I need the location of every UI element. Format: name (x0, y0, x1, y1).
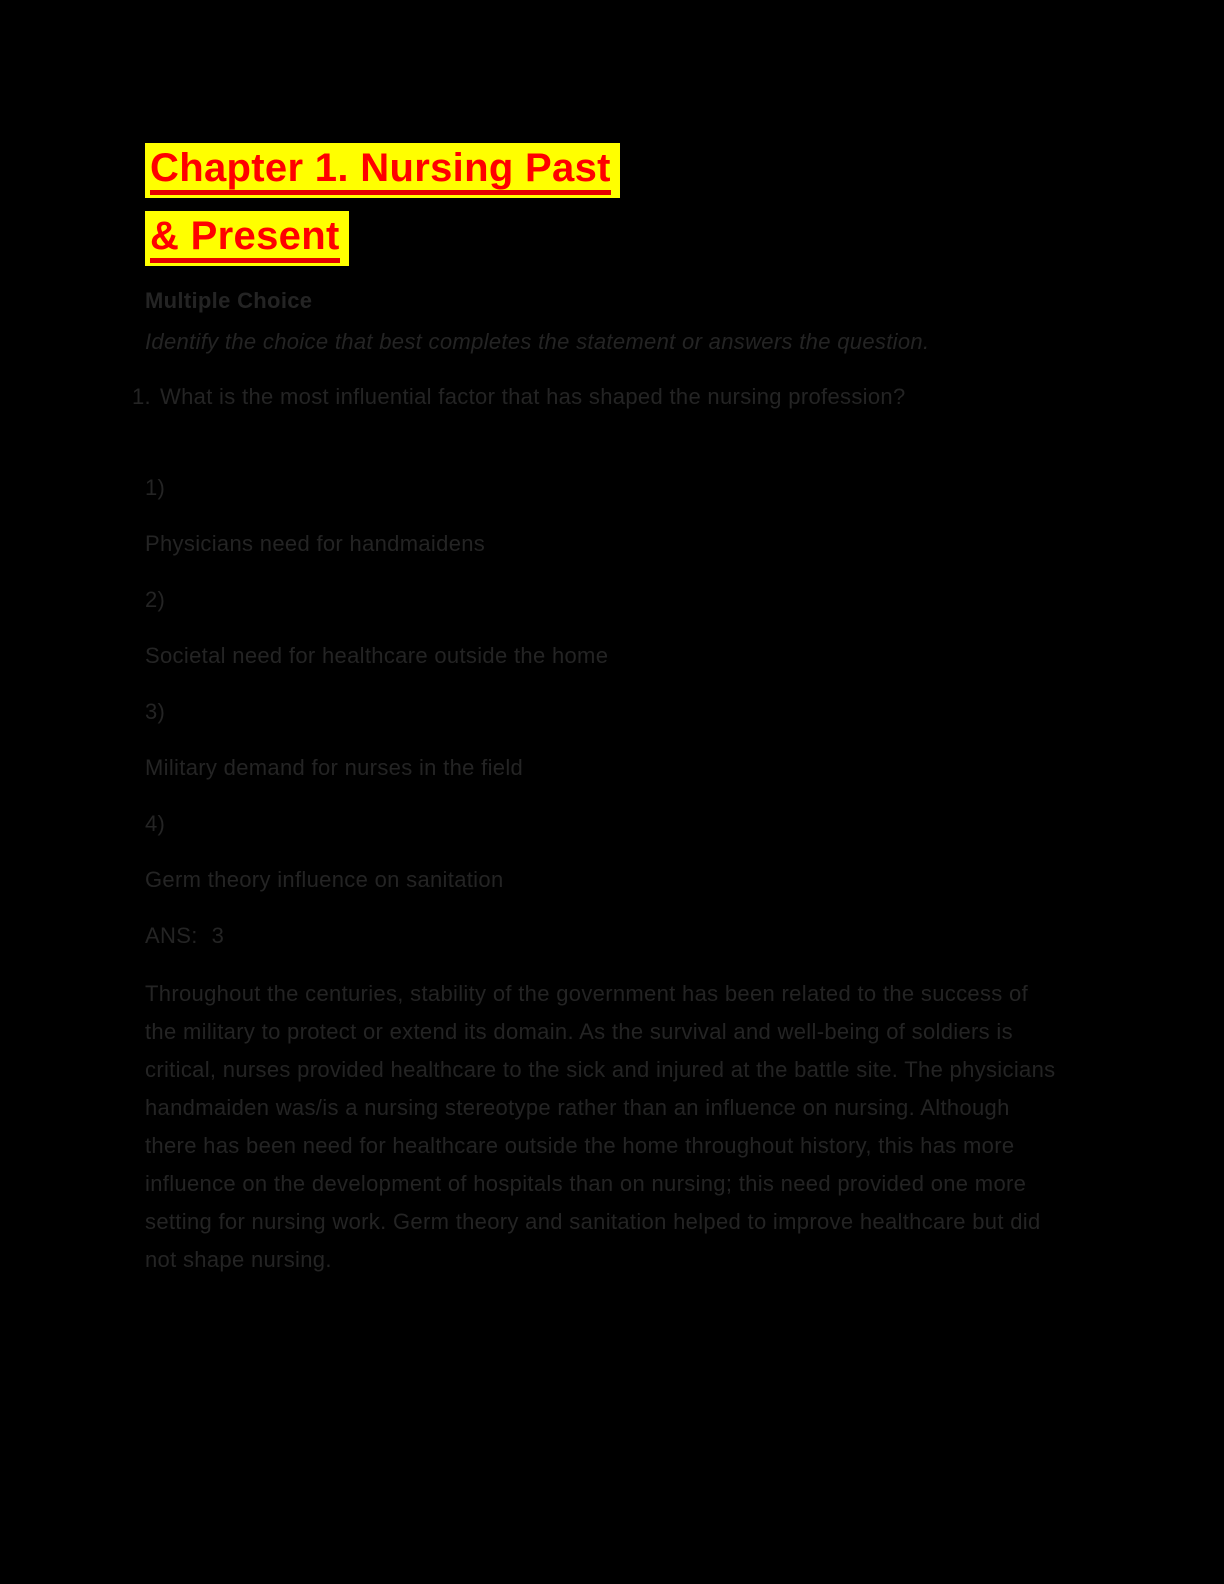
chapter-title-row-1 (145, 143, 620, 198)
section-instruction: Identify the choice that best completes the statement or answers the question. (145, 329, 930, 354)
option-label: 3) (145, 699, 166, 724)
option-label: 2) (145, 587, 166, 612)
chapter-title-highlight-1 (145, 143, 620, 198)
option-label: 4) (145, 811, 166, 836)
question-number: 1. (132, 384, 151, 409)
option-label: 1) (145, 475, 166, 500)
option-text: Physicians need for handmaidens (145, 531, 486, 556)
chapter-title-line2: & Present (150, 216, 340, 263)
option-text: Societal need for healthcare outside the home (145, 643, 609, 668)
answer-value: 3 (211, 923, 225, 948)
answer-options-list (145, 469, 1025, 973)
chapter-title-line1: Chapter 1. Nursing Past (150, 148, 611, 195)
answer-label: ANS: (145, 923, 198, 948)
chapter-title (145, 143, 620, 279)
option-text: Military demand for nurses in the field (145, 755, 524, 780)
answer-rationale: Throughout the centuries, stability of the government has been related to the success of the military to protect or extend its domain. As the survival and well-being of soldiers is critical, nurses provided healthcare to the sick and injured at the battle site. The physicians handmaiden was/is a nursing stereotype rather than an influence on nursing. Although there has been need for healthcare outside the home throughout history, this has more influence on the development of hospitals than on nursing; this need provided one more setting for nursing work. Germ theory and sanitation helped to improve healthcare but did not shape nursing. (145, 981, 1056, 1272)
answer-line (145, 917, 1025, 955)
question-text: What is the most influential factor that has shaped the nursing profession? (160, 384, 906, 409)
option-text: Germ theory influence on sanitation (145, 867, 504, 892)
chapter-title-highlight-2 (145, 211, 349, 266)
section-heading: Multiple Choice (145, 288, 313, 313)
chapter-title-row-2 (145, 211, 620, 266)
question-stem (132, 378, 932, 416)
